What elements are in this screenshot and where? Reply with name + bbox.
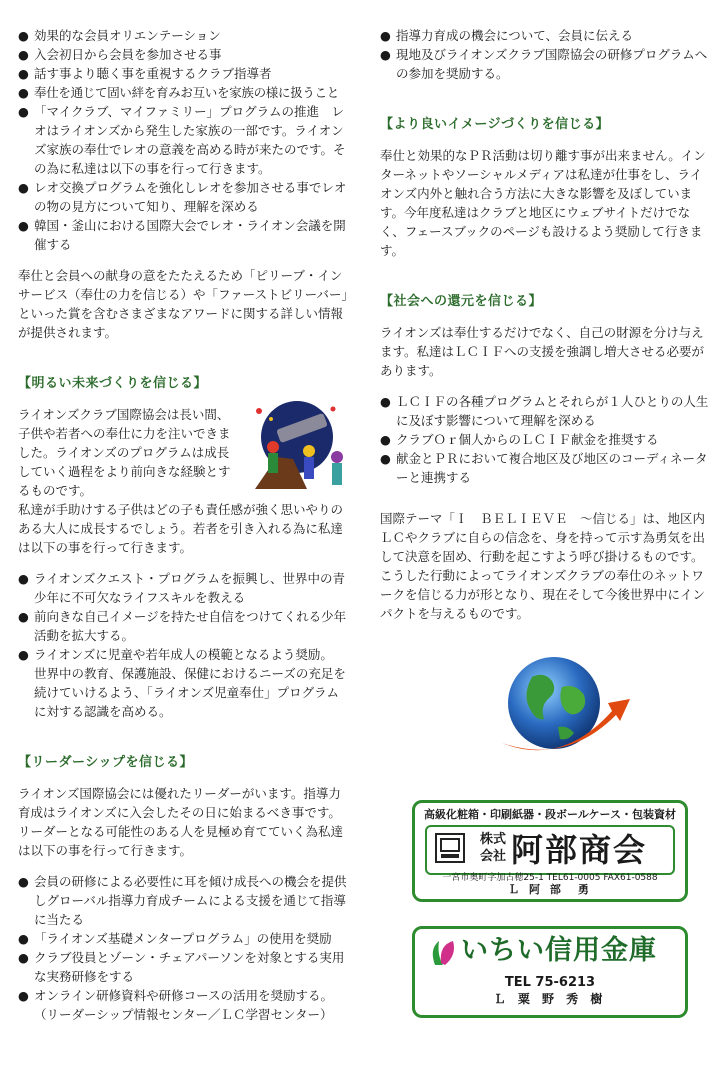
- list-item: ● 話す事より聴く事を重視するクラブ指導者: [18, 66, 272, 81]
- company-address: 一宮市奥町字加古穂25-1 TEL61-0005 FAX61-0588: [442, 873, 658, 883]
- member-name: Ｌ 阿 部 勇: [508, 883, 592, 896]
- bullet-icon: ●: [18, 609, 29, 624]
- bullet-icon: ●: [380, 47, 391, 62]
- list-item: ● 現地及びライオンズクラブ国際協会の研修プログラムへの参加を奨励する。: [380, 47, 708, 81]
- bullet-icon: ●: [380, 432, 391, 447]
- list-item: ● クラブＯｒ個人からのＬＣＩＦ献金を推奨する: [380, 432, 659, 447]
- list-item: ● クラブ役員とゾーン・チェアパーソンを対象とする実用な実務研修をする: [18, 950, 345, 984]
- bullet-icon: ●: [18, 47, 29, 62]
- image-paragraph: 奉仕と効果的なＰＲ活動は切り離す事が出来ません。インターネットやソーシャルメディアは私達が仕事をし、ライオンズ内外と触れ合う方法に大きな影響を及ぼしています。今年度私達はクラブと地区にウェブサイトだけでなく、フェースブックのページも設けるよう奨励して行きます。: [380, 148, 706, 258]
- bullet-icon: ●: [18, 647, 29, 662]
- theme-paragraph: 国際テーマ「Ｉ ＢＥＬＩＥＶＥ ～信じる」は、地区内ＬＣやクラブに自らの信念を、身を持って示す為勇気を出して決意を固め、行動を起こすよう呼び掛けるものです。こうした行動によってライオンズクラブの奉仕のネットワークを信じる力が形となり、現在そして今後世界中にインパクトを与えるものです。: [380, 511, 706, 621]
- bank-phone: TEL 75-6213: [504, 975, 596, 990]
- company-type: 株式 会社: [479, 832, 506, 864]
- list-item: ● オンライン研修資料や研修コースの活用を奨励する。（リーダーシップ情報センター／ＬＣ学習センター）: [18, 988, 334, 1022]
- awards-paragraph: 奉仕と会員への献身の意をたたえるため「ピリーブ・インサービス（奉仕の力を信じる）や「ファーストビリーバー」といった賞を含むさまざまなアワードに関する詳しい情報が提供されます。: [18, 268, 348, 340]
- list-item: ● 「マイクラブ、マイファミリー」プログラムの推進 レオはライオンズから発生した家族の一部です。ライオンズ家族の奉仕でレオの意義を高める時が来たのです。その為に私達は以下の事を行って行きます。: [18, 104, 346, 176]
- list-item: ● 指導力育成の機会について、会員に伝える: [380, 28, 634, 43]
- bullet-icon: ●: [380, 451, 391, 466]
- list-item: ● 前向きな自己イメージを持たせ自信をつけてくれる少年活動を拡大する。: [18, 609, 347, 643]
- member-name: Ｌ 粟 野 秀 樹: [493, 992, 607, 1006]
- youth-paragraph-2: 私達が手助けする子供はどの子も責任感が強く思いやりのある大人に成長するでしょう。若者を引き入れる為に私達は以下の事を行って行きます。: [18, 502, 344, 555]
- list-item: ● ＬＣＩＦの各種プログラムとそれらが１人ひとりの人生に及ぼす影響について理解を深める: [380, 394, 709, 428]
- membership-list: [18, 26, 351, 254]
- bullet-icon: ●: [18, 988, 29, 1003]
- leadership-paragraph: ライオンズ国際協会には優れたリーダーがいます。指導力育成はライオンズに入会したその日に始まるべき事です。リーダーとなる可能性のある人を見極め育てていく為私達は以下の事を行って行きます。: [18, 786, 344, 858]
- list-item: ● 入会初日から会員を参加させる事: [18, 47, 222, 62]
- list-item: ● ライオンズクエスト・プログラムを振興し、世界中の青少年に不可欠なライフスキルを教える: [18, 571, 346, 605]
- left-column: [18, 26, 351, 1024]
- bullet-icon: ●: [18, 218, 29, 233]
- list-item: ● 韓国・釜山における国際大会でレオ・ライオン会議を開催する: [18, 218, 346, 252]
- bullet-icon: ●: [18, 571, 29, 586]
- bank-logo-icon: [427, 935, 461, 969]
- section-heading-bright-future: 【明るい未来づくりを信じる】: [18, 376, 208, 391]
- lcif-list: [380, 392, 712, 487]
- ichii-shinkin-ad: [412, 926, 688, 1018]
- bullet-icon: ●: [18, 874, 29, 889]
- right-column: [380, 26, 712, 623]
- abe-shokai-ad: [412, 800, 688, 902]
- bullet-icon: ●: [18, 950, 29, 965]
- bullet-icon: ●: [18, 104, 29, 119]
- section-heading-image: 【より良いイメージづくりを信じる】: [380, 117, 610, 132]
- youth-paragraph: ライオンズクラブ国際協会は長い間、子供や若者への奉仕に力を注いできました。ライオンズのプログラムは成長していく過程をより前向きな経験とするものです。: [18, 407, 231, 498]
- globe-illustration: [492, 647, 642, 767]
- company-logo-icon: [435, 833, 465, 863]
- bullet-icon: ●: [380, 28, 391, 43]
- bullet-icon: ●: [18, 66, 29, 81]
- training-list: [380, 26, 712, 83]
- list-item: ● レオ交換プログラムを強化しレオを参加させる事でレオの物の見方について知り、理解を深める: [18, 180, 347, 214]
- list-item: ● 会員の研修による必要性に耳を傾け成長への機会を提供しグローバル指導力育成チームによる支援を通じて指導に当たる: [18, 874, 347, 927]
- telescope-illustration: [237, 397, 355, 493]
- bullet-icon: ●: [18, 85, 29, 100]
- bank-name: いちい信用金庫: [461, 935, 657, 966]
- company-name: 阿部商会: [511, 831, 648, 869]
- section-heading-leadership: 【リーダーシップを信じる】: [18, 755, 193, 770]
- bullet-icon: ●: [18, 931, 29, 946]
- leadership-list: [18, 872, 351, 1024]
- youth-list: [18, 569, 351, 721]
- list-item: ● ライオンズに児童や若年成人の模範となるよう奨励。 世界中の教育、保護施設、保健におけるニーズの充足を続けていけるよう、「ライオンズ児童奉仕」プログラムに対する認識を高める。: [18, 647, 346, 719]
- list-item: ● 効果的な会員オリエンテーション: [18, 28, 221, 43]
- section-heading-giving-back: 【社会への還元を信じる】: [380, 294, 543, 309]
- ad-name-box: [425, 825, 675, 875]
- list-item: ● 「ライオンズ基礎メンタープログラム」の使用を奨励: [18, 931, 332, 946]
- list-item: ● 奉仕を通じて固い絆を育みお互いを家族の様に扱うこと: [18, 85, 340, 100]
- bullet-icon: ●: [18, 28, 29, 43]
- giving-paragraph: ライオンズは奉仕するだけでなく、自己の財源を分け与えます。私達はＬＣＩＦへの支援を強調し増大させる必要があります。: [380, 325, 705, 378]
- list-item: ● 献金とＰＲにおいて複合地区及び地区のコーディネーターと連携する: [380, 451, 708, 485]
- ad-tagline: 高級化粧箱・印刷紙器・段ボールケース・包装資材: [423, 808, 676, 821]
- bullet-icon: ●: [18, 180, 29, 195]
- bullet-icon: ●: [380, 394, 391, 409]
